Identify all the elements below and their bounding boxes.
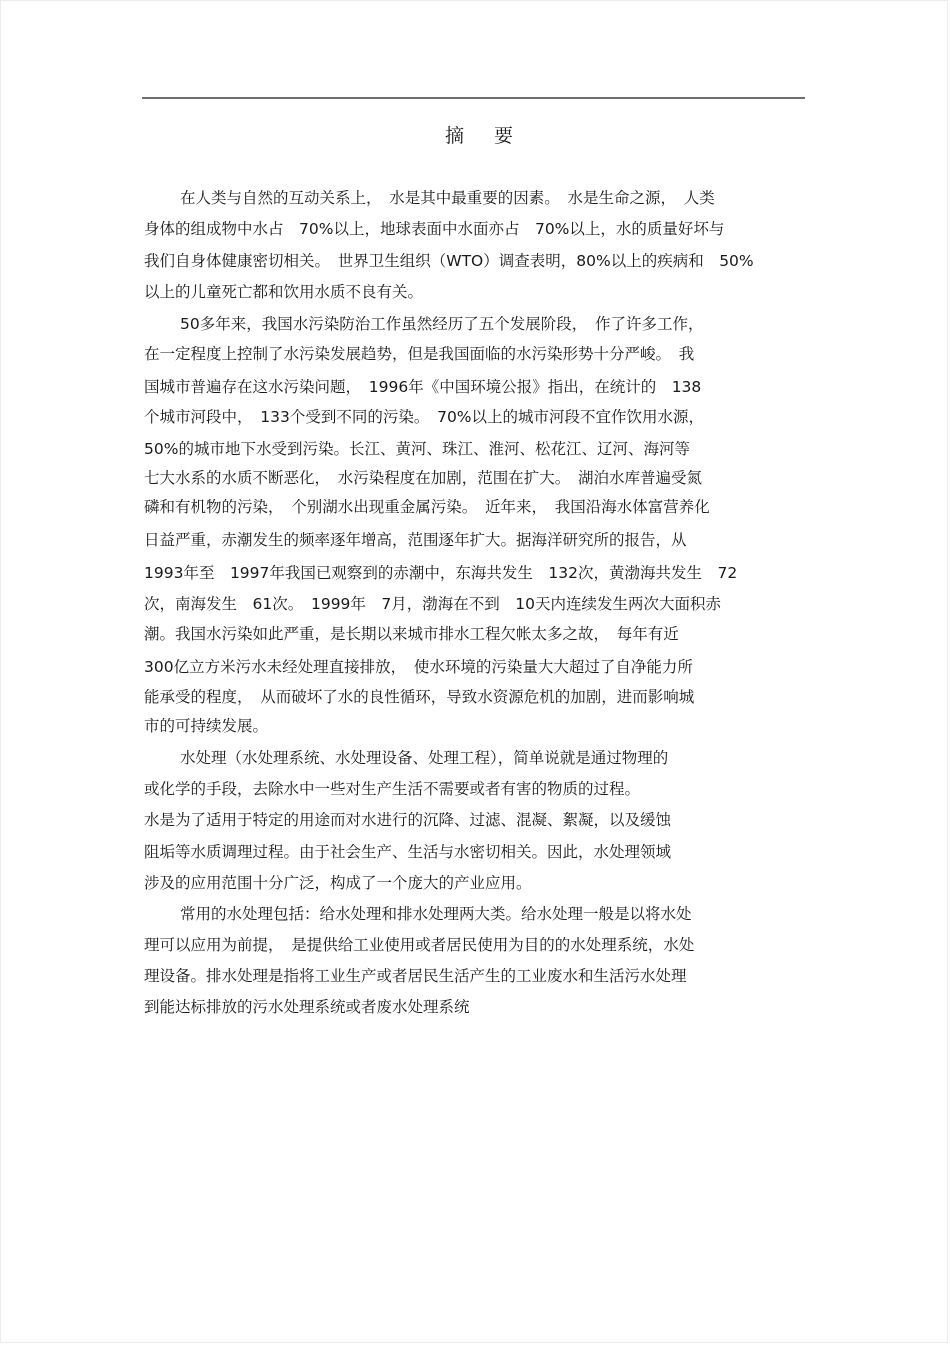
paragraph-line: 常用的水处理包括：给水处理和排水处理两大类。给水处理一般是以将水处 — [180, 905, 692, 923]
paragraph-line: 以上的儿童死亡都和饮用水质不良有关。 — [144, 283, 424, 301]
paragraph-line: 身体的组成物中水占 70%以上，地球表面中水面亦占 70%以上，水的质量好坏与 — [144, 220, 725, 238]
paragraph-line: 市的可持续发展。 — [144, 717, 269, 735]
paragraph-line: 或化学的手段，去除水中一些对生产生活不需要或者有害的物质的过程。 — [144, 780, 641, 798]
paragraph-line: 我们自身体健康密切相关。 世界卫生组织（WTO）调查表明，80%以上的疾病和 50% — [144, 252, 754, 270]
paragraph-line: 潮。我国水污染如此严重，是长期以来城市排水工程欠帐太多之故， 每年有近 — [144, 625, 679, 643]
paragraph-line: 在一定程度上控制了水污染发展趋势，但是我国面临的水污染形势十分严峻。 我 — [144, 345, 695, 363]
paragraph-line: 在人类与自然的互动关系上， 水是其中最重要的因素。 水是生命之源， 人类 — [180, 189, 715, 207]
paragraph-line: 理可以应用为前提， 是提供给工业使用或者居民使用为目的的水处理系统，水处 — [144, 936, 695, 954]
abstract-title: 摘 要 — [444, 125, 526, 147]
paragraph-line: 理设备。排水处理是指将工业生产或者居民生活产生的工业废水和生活污水处理 — [144, 967, 687, 985]
paragraph-line: 磷和有机物的污染， 个别湖水出现重金属污染。 近年来， 我国沿海水体富营养化 — [144, 498, 710, 516]
paragraph-line: 1993年至 1997年我国已观察到的赤潮中，东海共发生 132次，黄渤海共发生 72 — [144, 564, 738, 582]
paragraph-line: 50多年来，我国水污染防治工作虽然经历了五个发展阶段， 作了许多工作， — [180, 315, 704, 333]
paragraph-line: 300亿立方米污水未经处理直接排放， 使水环境的污染量大大超过了自净能力所 — [144, 658, 693, 676]
paragraph-line: 水处理（水处理系统、水处理设备、处理工程），简单说就是通过物理的 — [180, 749, 669, 767]
paragraph-line: 个城市河段中， 133个受到不同的污染。 70%以上的城市河段不宜作饮用水源， — [144, 408, 705, 426]
paragraph-line: 次，南海发生 61次。 1999年 7月，渤海在不到 10天内连续发生两次大面积赤 — [144, 595, 722, 613]
paragraph-line: 国城市普遍存在这水污染问题， 1996年《中国环境公报》指出，在统计的 138 — [144, 378, 702, 396]
paragraph-line: 能承受的程度， 从而破坏了水的良性循环，导致水资源危机的加剧，进而影响城 — [144, 688, 695, 706]
paragraph-line: 七大水系的水质不断恶化， 水污染程度在加剧，范围在扩大。 湖泊水库普遍受氮 — [144, 469, 703, 487]
paragraph-line: 日益严重，赤潮发生的频率逐年增高，范围逐年扩大。据海洋研究所的报告，从 — [144, 531, 687, 549]
paragraph-line: 50%的城市地下水受到污染。长江、黄河、珠江、淮河、松花江、辽河、海河等 — [144, 440, 690, 458]
paragraph-line: 水是为了适用于特定的用途而对水进行的沉降、过滤、混凝、絮凝，以及缓蚀 — [144, 811, 672, 829]
header-rule — [142, 97, 805, 99]
paragraph-line: 到能达标排放的污水处理系统或者废水处理系统 — [144, 998, 470, 1016]
paragraph-line: 阻垢等水质调理过程。由于社会生产、生活与水密切相关。因此，水处理领域 — [144, 843, 672, 861]
paragraph-line: 涉及的应用范围十分广泛，构成了一个庞大的产业应用。 — [144, 874, 532, 892]
